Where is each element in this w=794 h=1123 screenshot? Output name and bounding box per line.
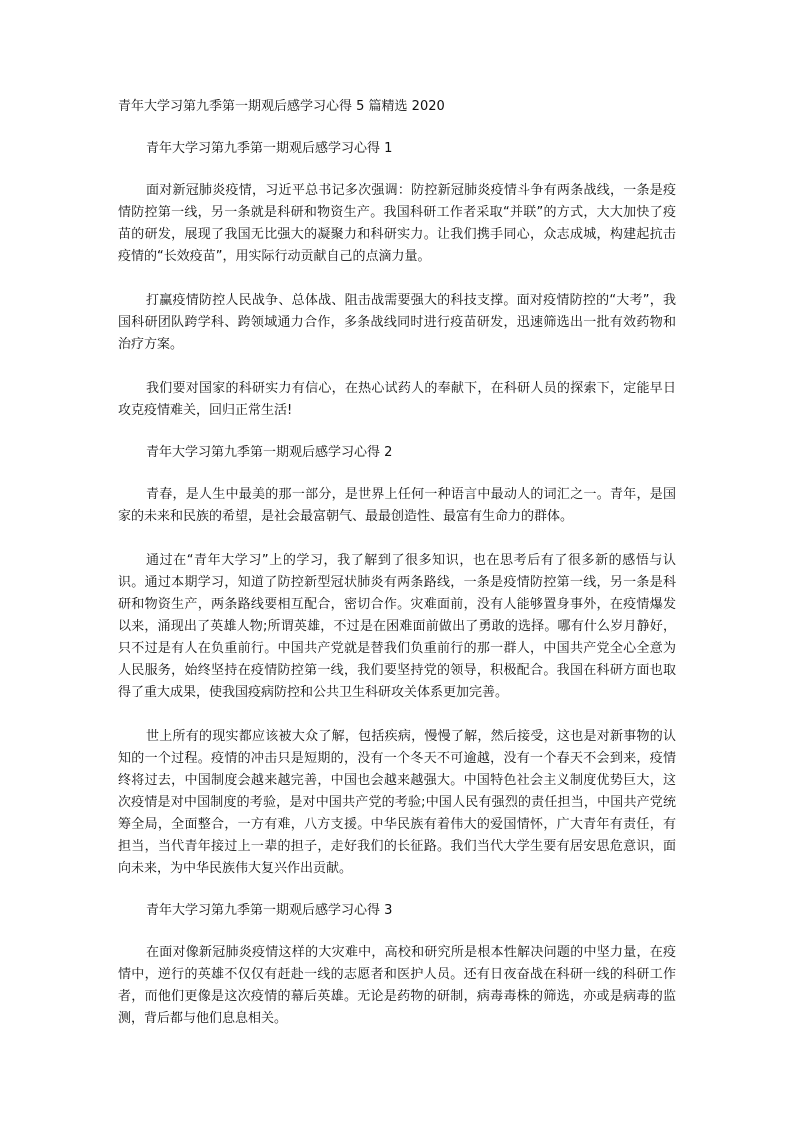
- section-2: [118, 442, 676, 880]
- section-heading: 青年大学习第九季第一期观后感学习心得 3: [146, 903, 393, 918]
- section-1: [118, 138, 676, 422]
- document-page: [118, 96, 676, 1030]
- section-heading: 青年大学习第九季第一期观后感学习心得 2: [146, 445, 393, 460]
- paragraph: 我们要对国家的科研实力有信心，在热心试药人的奉献下，在科研人员的探索下，定能早日攻克疫情难关，回归正常生活!: [118, 381, 676, 418]
- paragraph: 在面对像新冠肺炎疫情这样的大灾难中，高校和研究所是根本性解决问题的中坚力量，在疫情中，逆行的英雄不仅仅有赶赴一线的志愿者和医护人员。还有日夜奋战在科研一线的科研工作者，而他们更像是这次疫情的幕后英雄。无论是药物的研制，病毒毒株的筛选，亦或是病毒的监测，背后都与他们息息相关。: [118, 945, 676, 1026]
- section-heading: 青年大学习第九季第一期观后感学习心得 1: [146, 141, 393, 156]
- document-title: 青年大学习第九季第一期观后感学习心得 5 篇精选 2020: [118, 99, 445, 114]
- paragraph: 通过在“青年大学习”上的学习，我了解到了很多知识，也在思考后有了很多新的感悟与认识。通过本期学习，知道了防控新型冠状肺炎有两条路线，一条是疫情防控第一线，另一条是科研和物资生产，两条路线要相互配合，密切合作。灾难面前，没有人能够置身事外，在疫情爆发以来，涌现出了英雄人物;所谓英雄，不过是在困难面前做出了勇敢的选择。哪有什么岁月静好，只不过是有人在负重前行。中国共产党就是替我们负重前行的那一群人，中国共产党全心全意为人民服务，始终坚持在疫情防控第一线，我们要坚持党的领导，积极配合。我国在科研方面也取得了重大成果，使我国疫病防控和公共卫生科研攻关体系更加完善。: [118, 553, 676, 700]
- paragraph: 世上所有的现实都应该被大众了解，包括疾病，慢慢了解，然后接受，这也是对新事物的认知的一个过程。疫情的冲击只是短期的，没有一个冬天不可逾越，没有一个春天不会到来，疫情终将过去，中国制度会越来越完善，中国也会越来越强大。中国特色社会主义制度优势巨大，这次疫情是对中国制度的考验，是对中国共产党的考验;中国人民有强烈的责任担当，中国共产党统筹全局，全面整合，一方有难，八方支援。中华民族有着伟大的爱国情怀，广大青年有责任，有担当，当代青年接过上一辈的担子，走好我们的长征路。我们当代大学生要有居安思危意识，面向未来，为中华民族伟大复兴作出贡献。: [118, 729, 676, 876]
- paragraph: 青春，是人生中最美的那一部分，是世界上任何一种语言中最动人的词汇之一。青年，是国家的未来和民族的希望，是社会最富朝气、最最创造性、最富有生命力的群体。: [118, 487, 676, 524]
- paragraph: 面对新冠肺炎疫情，习近平总书记多次强调：防控新冠肺炎疫情斗争有两条战线，一条是疫情防控第一线，另一条就是科研和物资生产。我国科研工作者采取“并联”的方式，大大加快了疫苗的研发，展现了我国无比强大的凝聚力和科研实力。让我们携手同心，众志成城，构建起抗击疫情的“长效疫苗”，用实际行动贡献自己的点滴力量。: [118, 183, 676, 264]
- paragraph: 打赢疫情防控人民战争、总体战、阻击战需要强大的科技支撑。面对疫情防控的“大考”，我国科研团队跨学科、跨领域通力合作，多条战线同时进行疫苗研发，迅速筛选出一批有效药物和治疗方案。: [118, 293, 676, 352]
- section-3: [118, 900, 676, 1030]
